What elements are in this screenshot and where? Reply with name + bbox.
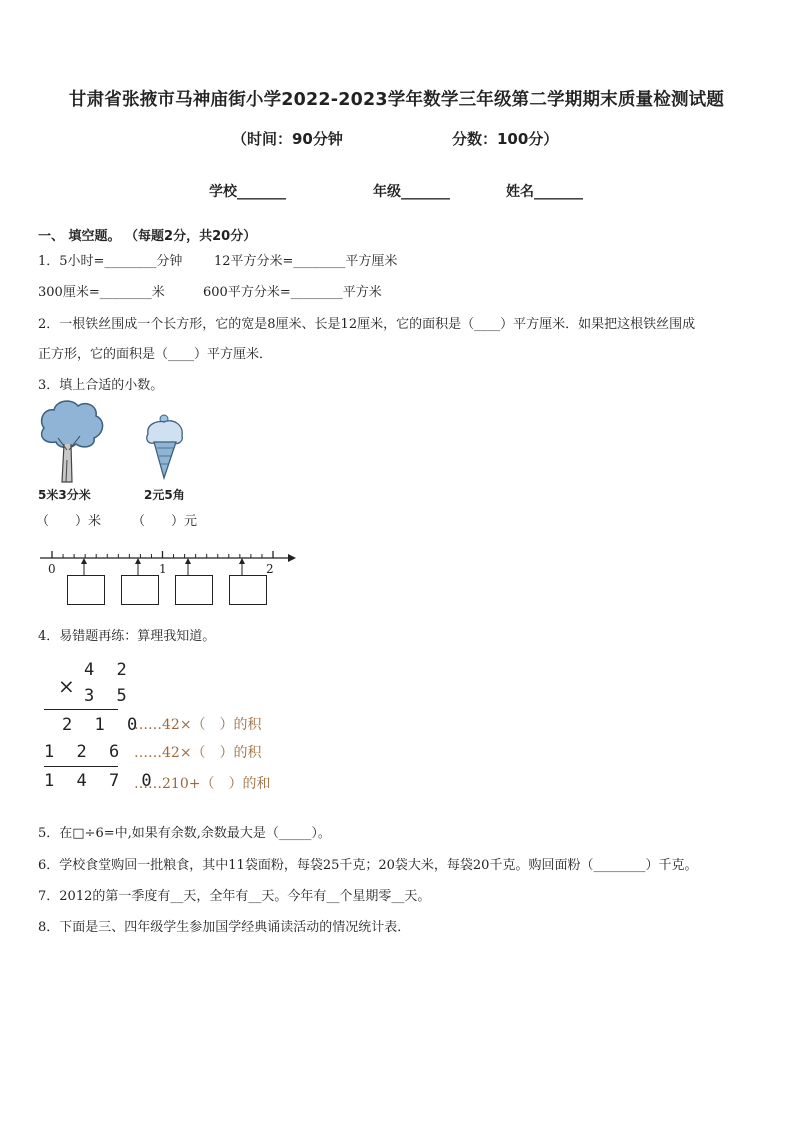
- divider-line-2: [44, 766, 118, 767]
- note-3: ……210+（ ）的和: [134, 776, 271, 792]
- times-sign: ×: [58, 674, 75, 698]
- arrow-right-icon: [288, 554, 296, 562]
- number-line-pointers: [60, 558, 280, 576]
- school-field: 学校_______: [209, 184, 286, 200]
- q1-c: 300厘米=________米: [38, 285, 165, 300]
- q2-line1: 2．一根铁丝围成一个长方形，它的宽是8厘米、长是12厘米，它的面积是（____）平方厘米．如果把这根铁丝围成: [38, 317, 696, 332]
- answer-box-2[interactable]: [121, 575, 159, 605]
- exam-score: 分数：100分）: [452, 130, 559, 148]
- cone-caption: 2元5角: [144, 488, 185, 502]
- numline-label-2: 2: [266, 562, 274, 576]
- final-product: 1 4 7 0: [44, 771, 158, 791]
- page-title: 甘肃省张掖市马神庙街小学2022-2023学年数学三年级第二学期期末质量检测试题: [68, 90, 725, 110]
- q6: 6．学校食堂购回一批粮食，其中11袋面粉，每袋25千克；20袋大米，每袋20千克。购回面粉（________）千克。: [38, 858, 698, 873]
- exam-time: （时间：90分钟: [232, 130, 343, 148]
- note-1: ……42×（ ）的积: [134, 717, 262, 733]
- section-heading: 一、 填空题。 （每题2分，共20分）: [38, 229, 257, 244]
- cone-blank: （ ）元: [132, 514, 198, 529]
- q5: 5．在□÷6=中,如果有余数,余数最大是（_____）。: [38, 826, 331, 841]
- q7: 7．2012的第一季度有__天，全年有__天。今年有__个星期零__天。: [38, 889, 431, 904]
- q1-d: 600平方分米=________平方米: [203, 285, 382, 300]
- q4-text: 4．易错题再练：算理我知道。: [38, 629, 216, 644]
- divider-line-1: [44, 709, 118, 710]
- q8: 8．下面是三、四年级学生参加国学经典诵读活动的情况统计表．: [38, 920, 411, 935]
- multiplicand: 4 2: [84, 660, 133, 680]
- answer-box-3[interactable]: [175, 575, 213, 605]
- ice-cream-icon: [142, 412, 190, 480]
- numline-label-0: 0: [48, 562, 56, 576]
- q1-b: 12平方分米=________平方厘米: [214, 254, 398, 269]
- note-2: ……42×（ ）的积: [134, 745, 262, 761]
- q3-text: 3．填上合适的小数。: [38, 378, 164, 393]
- multiplier: 3 5: [84, 686, 133, 706]
- q1-a: 1．5小时=________分钟: [38, 254, 183, 269]
- numline-label-1: 1: [159, 562, 167, 576]
- partial-product-1: 2 1 0: [62, 715, 144, 735]
- grade-field: 年级_______: [373, 184, 450, 200]
- partial-product-2: 1 2 6: [44, 742, 126, 762]
- tree-blank: （ ）米: [36, 514, 102, 529]
- tree-icon: [36, 398, 108, 484]
- answer-box-1[interactable]: [67, 575, 105, 605]
- q2-line2: 正方形，它的面积是（____）平方厘米．: [38, 347, 273, 362]
- name-field: 姓名_______: [506, 184, 583, 200]
- tree-caption: 5米3分米: [38, 488, 91, 502]
- answer-box-4[interactable]: [229, 575, 267, 605]
